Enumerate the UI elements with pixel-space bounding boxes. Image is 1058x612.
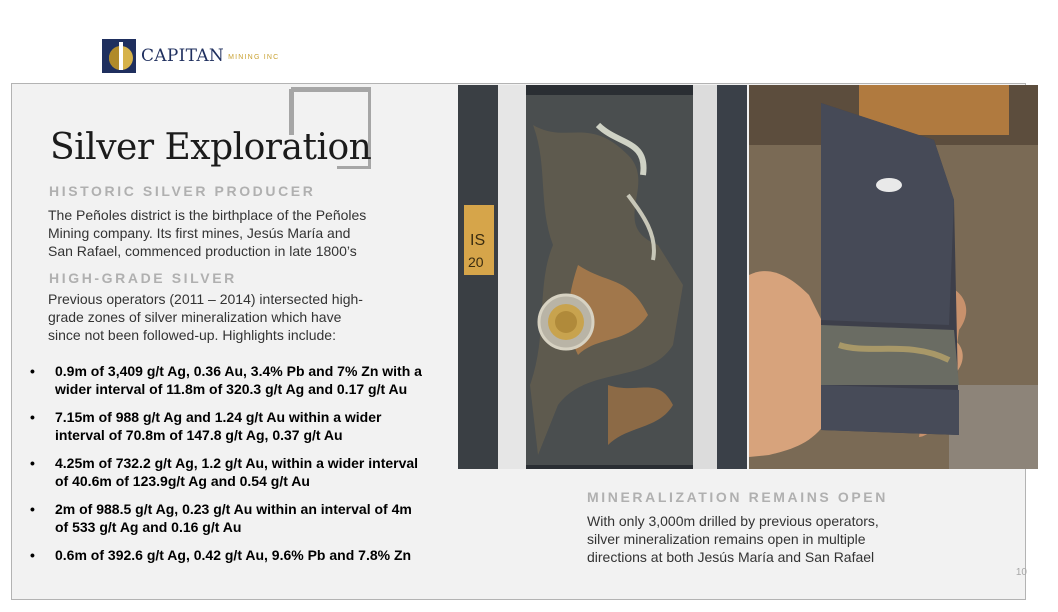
highlight-line: interval of 70.8m of 147.8 g/t Ag, 0.37 g/t Au xyxy=(55,427,343,443)
highlight-item xyxy=(30,408,450,444)
bullet-icon: • xyxy=(30,455,35,471)
highlight-line: 0.6m of 392.6 g/t Ag, 0.42 g/t Au, 9.6% Pb and 7.8% Zn xyxy=(55,547,412,563)
highlight-line: of 533 g/t Ag and 0.16 g/t Au xyxy=(55,519,242,535)
highlight-line: wider interval of 11.8m of 320.3 g/t Ag and 0.17 g/t Au xyxy=(55,381,408,397)
tray-label-20: 20 xyxy=(468,254,484,270)
text-line: Mining company. Its first mines, Jesús María and xyxy=(48,225,351,241)
text-line: San Rafael, commenced production in late 1800’s xyxy=(48,243,357,259)
text-line: silver mineralization remains open in multiple xyxy=(587,531,866,547)
page-title: Silver Exploration xyxy=(50,127,372,168)
highlight-item xyxy=(30,500,450,536)
section-text-high-grade xyxy=(48,290,428,344)
highlight-item xyxy=(30,454,450,490)
highlight-line: 4.25m of 732.2 g/t Ag, 1.2 g/t Au, within a wider interval xyxy=(55,455,419,471)
highlight-item xyxy=(30,546,450,564)
highlight-item xyxy=(30,362,450,398)
company-logo xyxy=(102,38,279,74)
highlight-line: 2m of 988.5 g/t Ag, 0.23 g/t Au within an interval of 4m xyxy=(55,501,412,517)
highlights-list xyxy=(30,362,450,574)
text-line: directions at both Jesús María and San Rafael xyxy=(587,549,875,565)
capitan-logo-icon xyxy=(102,39,136,73)
text-line: grade zones of silver mineralization which have xyxy=(48,309,342,325)
text-line: The Peñoles district is the birthplace of the Peñoles xyxy=(48,207,367,223)
tray-label-is: IS xyxy=(470,232,486,249)
bullet-icon: • xyxy=(30,409,35,425)
bullet-icon: • xyxy=(30,501,35,517)
text-line: Previous operators (2011 – 2014) intersected high- xyxy=(48,291,363,307)
drill-core-tray-photo xyxy=(458,85,747,469)
hand-held-core-photo xyxy=(749,85,1038,469)
bullet-icon: • xyxy=(30,363,35,379)
highlight-line: of 40.6m of 123.9g/t Ag and 0.54 g/t Au xyxy=(55,473,310,489)
section-heading-high-grade: HIGH-GRADE SILVER xyxy=(49,270,237,286)
text-line: With only 3,000m drilled by previous operators, xyxy=(587,513,879,529)
text-line: since not been followed-up. Highlights include: xyxy=(48,327,336,343)
section-heading-historic: HISTORIC SILVER PRODUCER xyxy=(49,183,316,199)
section-heading-mineralization: MINERALIZATION REMAINS OPEN xyxy=(587,489,888,505)
highlight-line: 0.9m of 3,409 g/t Ag, 0.36 Au, 3.4% Pb and 7% Zn with a xyxy=(55,363,422,379)
logo-name: CAPITAN xyxy=(141,46,225,66)
bullet-icon: • xyxy=(30,547,35,563)
highlight-line: 7.15m of 988 g/t Ag and 1.24 g/t Au within a wider xyxy=(55,409,382,425)
section-text-mineralization xyxy=(587,512,947,566)
section-text-historic xyxy=(48,206,428,260)
page-number: 10 xyxy=(1015,567,1027,578)
logo-subtitle: MINING INC xyxy=(228,54,280,61)
